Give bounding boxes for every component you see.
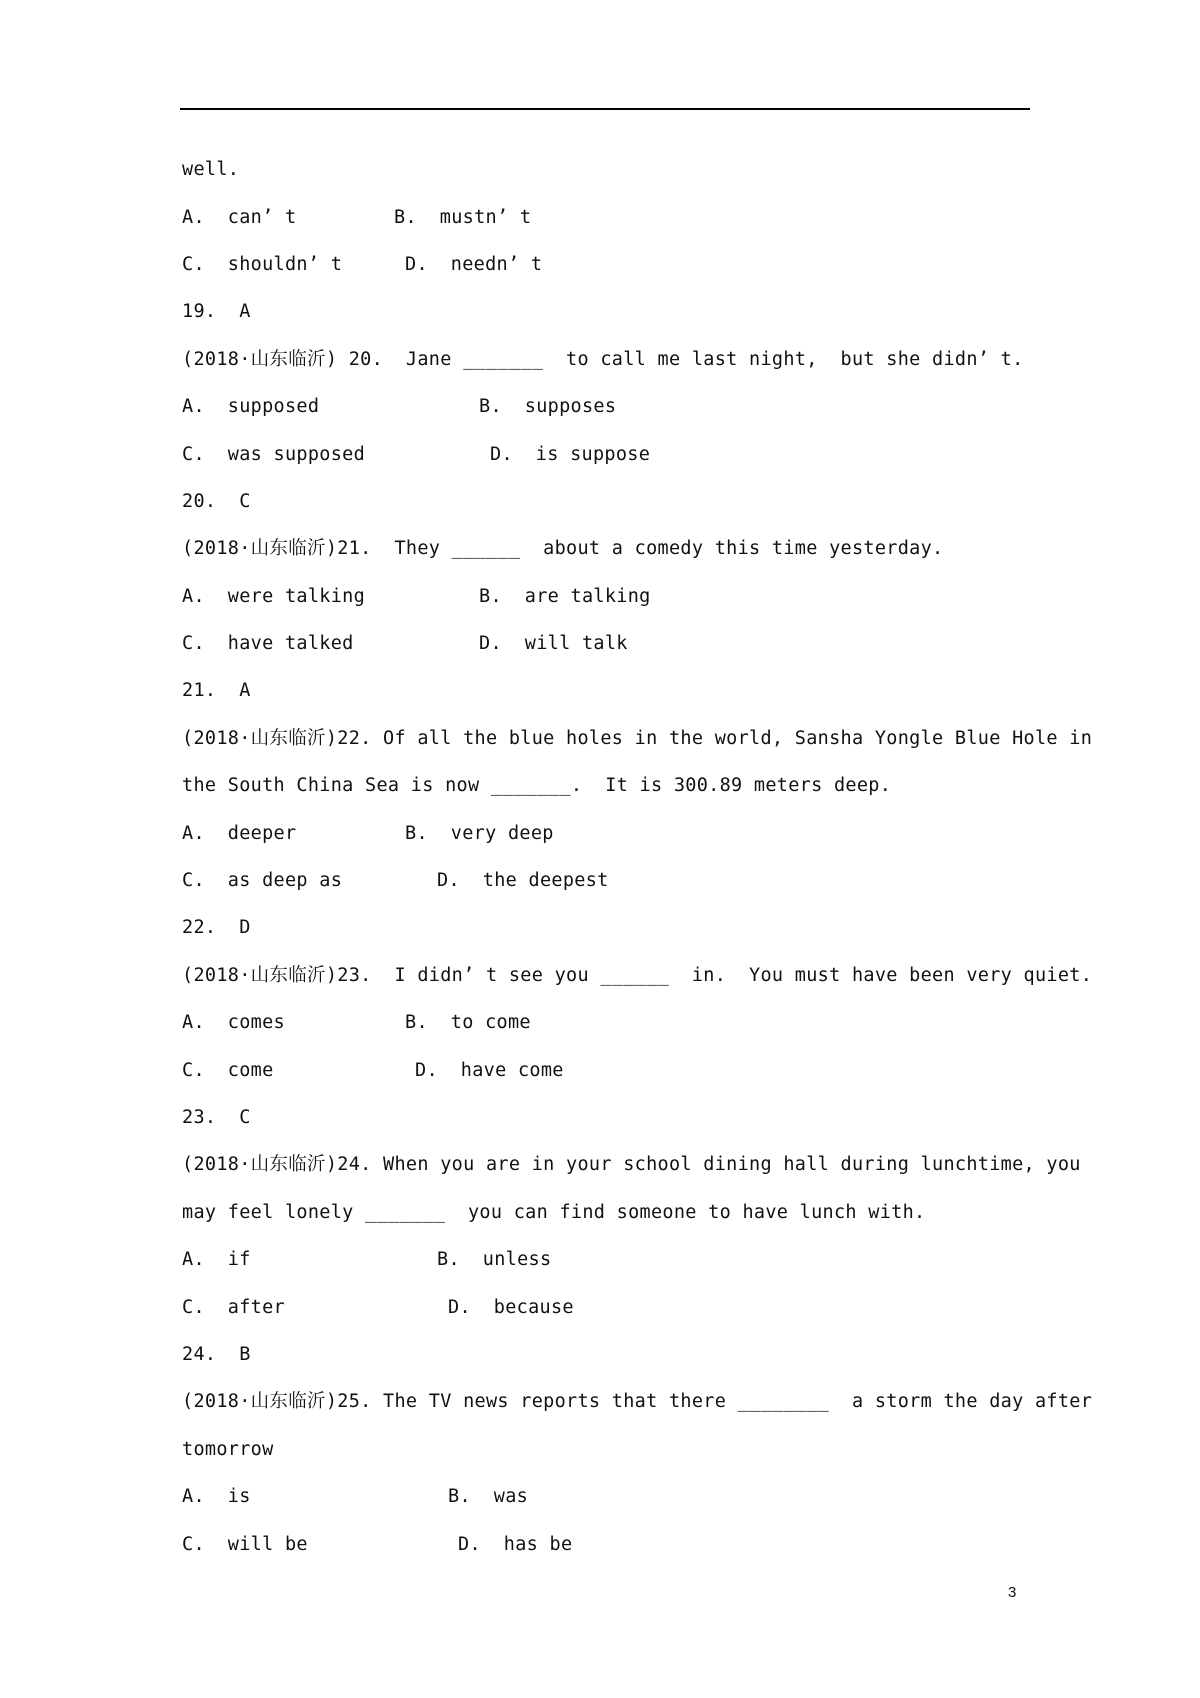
q25-option-a: A. is xyxy=(182,1486,251,1507)
q20-option-c: C. was supposed xyxy=(182,444,366,465)
q20-question: (2018·山东临沂) 20. Jane _______ to call me last night, but she didn’ t. xyxy=(182,349,1024,370)
q19-option-b: B. mustn’ t xyxy=(394,207,532,228)
q21-question: (2018·山东临沂)21. They ______ about a comedy this time yesterday. xyxy=(182,538,944,559)
q22-question-cont: the South China Sea is now _______. It is 300.89 meters deep. xyxy=(182,775,892,796)
q24-question: (2018·山东临沂)24. When you are in your school dining hall during lunchtime, you xyxy=(182,1154,1081,1175)
q22-option-c: C. as deep as xyxy=(182,870,343,891)
q19-answer: 19. A xyxy=(182,301,251,322)
header-rule xyxy=(180,108,1030,110)
q20-answer: 20. C xyxy=(182,491,251,512)
q19-option-d: D. needn’ t xyxy=(405,254,543,275)
q22-option-b: B. very deep xyxy=(405,823,554,844)
q22-answer: 22. D xyxy=(182,917,251,938)
q23-option-c: C. come xyxy=(182,1060,274,1081)
q22-option-a: A. deeper xyxy=(182,823,297,844)
q21-option-d: D. will talk xyxy=(479,633,628,654)
q25-option-d: D. has be xyxy=(458,1534,573,1555)
q21-option-b: B. are talking xyxy=(479,586,651,607)
q25-option-b: B. was xyxy=(448,1486,529,1507)
q19-option-a: A. can’ t xyxy=(182,207,297,228)
q24-answer: 24. B xyxy=(182,1344,251,1365)
q20-option-a: A. supposed xyxy=(182,396,320,417)
q24-option-c: C. after xyxy=(182,1297,285,1318)
q21-option-c: C. have talked xyxy=(182,633,354,654)
page-number: 3 xyxy=(1008,1584,1017,1601)
q25-question: (2018·山东临沂)25. The TV news reports that there ________ a storm the day after xyxy=(182,1391,1093,1412)
q23-question: (2018·山东临沂)23. I didn’ t see you ______ in. You must have been very quiet. xyxy=(182,965,1093,986)
q23-option-d: D. have come xyxy=(415,1060,564,1081)
q25-option-c: C. will be xyxy=(182,1534,308,1555)
q24-option-b: B. unless xyxy=(437,1249,552,1270)
q20-option-d: D. is suppose xyxy=(490,444,651,465)
q20-option-b: B. supposes xyxy=(479,396,617,417)
q19-option-c: C. shouldn’ t xyxy=(182,254,343,275)
q21-answer: 21. A xyxy=(182,680,251,701)
q21-option-a: A. were talking xyxy=(182,586,366,607)
q22-question: (2018·山东临沂)22. Of all the blue holes in the world, Sansha Yongle Blue Hole in xyxy=(182,728,1093,749)
q23-answer: 23. C xyxy=(182,1107,251,1128)
q24-option-d: D. because xyxy=(448,1297,574,1318)
continuation-text: well. xyxy=(182,159,240,180)
q22-option-d: D. the deepest xyxy=(437,870,609,891)
q23-option-a: A. comes xyxy=(182,1012,285,1033)
q23-option-b: B. to come xyxy=(405,1012,531,1033)
q24-option-a: A. if xyxy=(182,1249,251,1270)
q24-question-cont: may feel lonely _______ you can find someone to have lunch with. xyxy=(182,1202,926,1223)
q25-question-cont: tomorrow xyxy=(182,1439,274,1460)
